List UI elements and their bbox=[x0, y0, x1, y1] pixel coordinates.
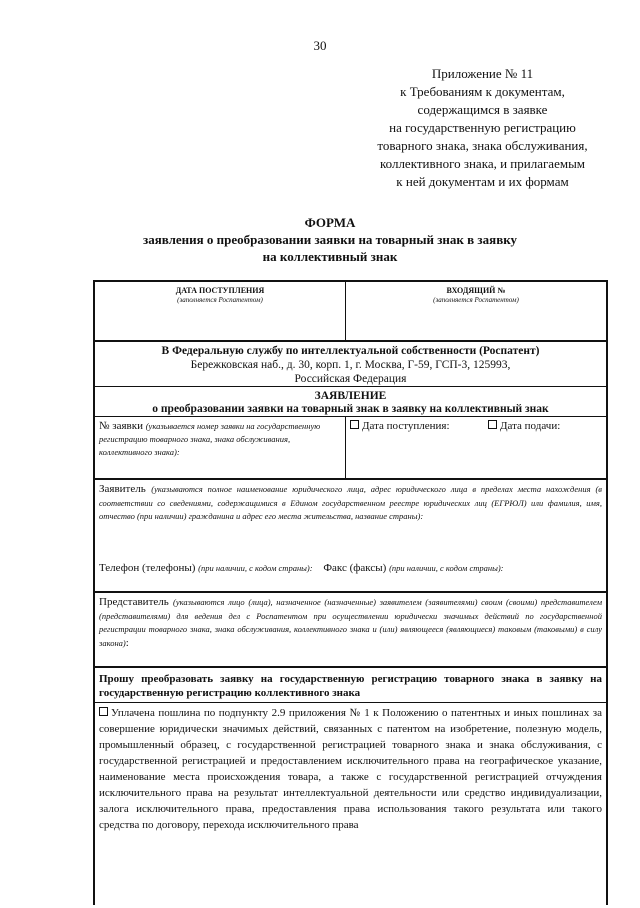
appendix-line: на государственную регистрацию bbox=[389, 120, 576, 135]
incoming-number-label: ВХОДЯЩИЙ № bbox=[446, 286, 506, 295]
checkbox-icon bbox=[488, 420, 497, 429]
fax-label: Факс (факсы) bbox=[323, 562, 387, 574]
form-title-line: ФОРМА bbox=[304, 215, 356, 230]
appendix-line: коллективного знака, и прилагаемым bbox=[379, 156, 586, 171]
application-form bbox=[93, 280, 608, 905]
form-title bbox=[60, 214, 600, 265]
request-block bbox=[95, 666, 606, 703]
application-number-field[interactable] bbox=[99, 420, 339, 459]
receipt-date-option-label: Дата поступления: bbox=[362, 420, 450, 432]
fee-block bbox=[95, 702, 606, 908]
representative-block bbox=[95, 591, 606, 667]
addressee-country: Российская Федерация bbox=[294, 373, 407, 385]
phone-label: Телефон (телефоны) bbox=[99, 562, 196, 574]
appendix-line: к ней документам и их формам bbox=[396, 174, 569, 189]
appendix-line: содержащимся в заявке bbox=[417, 102, 548, 117]
receipt-date-cell[interactable] bbox=[95, 286, 345, 305]
application-number-row bbox=[95, 416, 606, 479]
applicant-block bbox=[95, 478, 606, 592]
checkbox-icon bbox=[350, 420, 359, 429]
applicant-field[interactable] bbox=[99, 483, 602, 524]
phone-field[interactable] bbox=[99, 562, 313, 574]
representative-note: (указываются лицо (лица), назначенное (назначенные) заявителем (заявителями) своим (своими) представителем (представителями) для ведения дел с Роспатентом при осуществлении юридически значимых действий по государственной регистрации товарного знака, знака обслуживания, коллективного знака и (или) являющееся (являющиеся) таковым (таковыми) в силу закона) bbox=[99, 597, 603, 648]
applicant-note: (указываются полное наименование юридического лица, адрес юридического лица в пределах места нахождения (в соответствии со сведениями, содержащимися в Едином государственном реестре юридических лиц (ЕГРЮЛ) или фамилия, имя, отчество (при наличии) гражданина и адрес его места жительства, название страны): bbox=[99, 484, 603, 521]
statement-subtitle: о преобразовании заявки на товарный знак в заявку на коллективный знак bbox=[152, 403, 549, 415]
appendix-reference bbox=[345, 65, 620, 191]
statement-title: ЗАЯВЛЕНИЕ bbox=[314, 390, 387, 402]
appendix-line: к Требованиям к документам, bbox=[400, 84, 565, 99]
representative-field[interactable] bbox=[99, 596, 602, 650]
applicant-label: Заявитель bbox=[99, 483, 146, 495]
header-row bbox=[95, 282, 606, 340]
fee-text: Уплачена пошлина по подпункту 2.9 приложения № 1 к Положению о патентных и иных пошлинах за совершение юридически значимых действий, связанных с патентом на изобретение, полезную модель, промышленный образец, с государственной регистрацией товарного знака и знака обслуживания, с государственной регистрацией и предоставлением исключительного права на географическое указание, наименование места происхождения товара, а также с государственной регистрацией отчуждения исключительного права на результат интеллектуальной деятельности или средство индивидуализации, залога исключительного права, предоставления права использования такого результата или такого средства по договору, перехода исключительного права bbox=[99, 707, 602, 831]
addressee-org: В Федеральную службу по интеллектуальной собственности (Роспатент) bbox=[161, 345, 540, 357]
addressee-block bbox=[95, 340, 606, 388]
receipt-date-note: (заполняется Роспатентом) bbox=[177, 296, 263, 304]
addressee-address: Бережковская наб., д. 30, корп. 1, г. Москва, Г-59, ГСП-3, 125993, bbox=[190, 359, 511, 371]
fee-option[interactable] bbox=[99, 705, 602, 833]
form-title-line: заявления о преобразовании заявки на товарный знак в заявку bbox=[142, 232, 518, 247]
checkbox-icon bbox=[99, 707, 108, 716]
filing-date-option-label: Дата подачи: bbox=[500, 420, 561, 432]
application-number-label: № заявки bbox=[99, 420, 143, 432]
incoming-number-cell[interactable] bbox=[346, 286, 606, 305]
receipt-date-label: ДАТА ПОСТУПЛЕНИЯ bbox=[175, 286, 265, 295]
phone-fax-line bbox=[99, 562, 504, 574]
filing-date-option[interactable] bbox=[488, 420, 560, 432]
form-title-line: на коллективный знак bbox=[262, 249, 398, 264]
phone-note: (при наличии, с кодом страны): bbox=[198, 563, 313, 573]
fax-note: (при наличии, с кодом страны): bbox=[389, 563, 504, 573]
page-number: 30 bbox=[313, 38, 327, 53]
representative-colon: : bbox=[125, 636, 129, 649]
representative-label: Представитель bbox=[99, 596, 169, 608]
application-number-note: (указывается номер заявки на государственную регистрацию товарного знака, знака обслуживания, коллективного знака): bbox=[99, 421, 321, 457]
fax-field[interactable] bbox=[323, 562, 503, 574]
appendix-line: товарного знака, знака обслуживания, bbox=[377, 138, 588, 153]
receipt-date-option[interactable] bbox=[350, 420, 450, 432]
appendix-line: Приложение № 11 bbox=[431, 66, 534, 81]
column-divider bbox=[345, 417, 346, 479]
incoming-number-note: (заполняется Роспатентом) bbox=[433, 296, 519, 304]
request-text: Прошу преобразовать заявку на государственную регистрацию товарного знака в заявку на государственную регистрацию коллективного знака bbox=[99, 673, 602, 699]
